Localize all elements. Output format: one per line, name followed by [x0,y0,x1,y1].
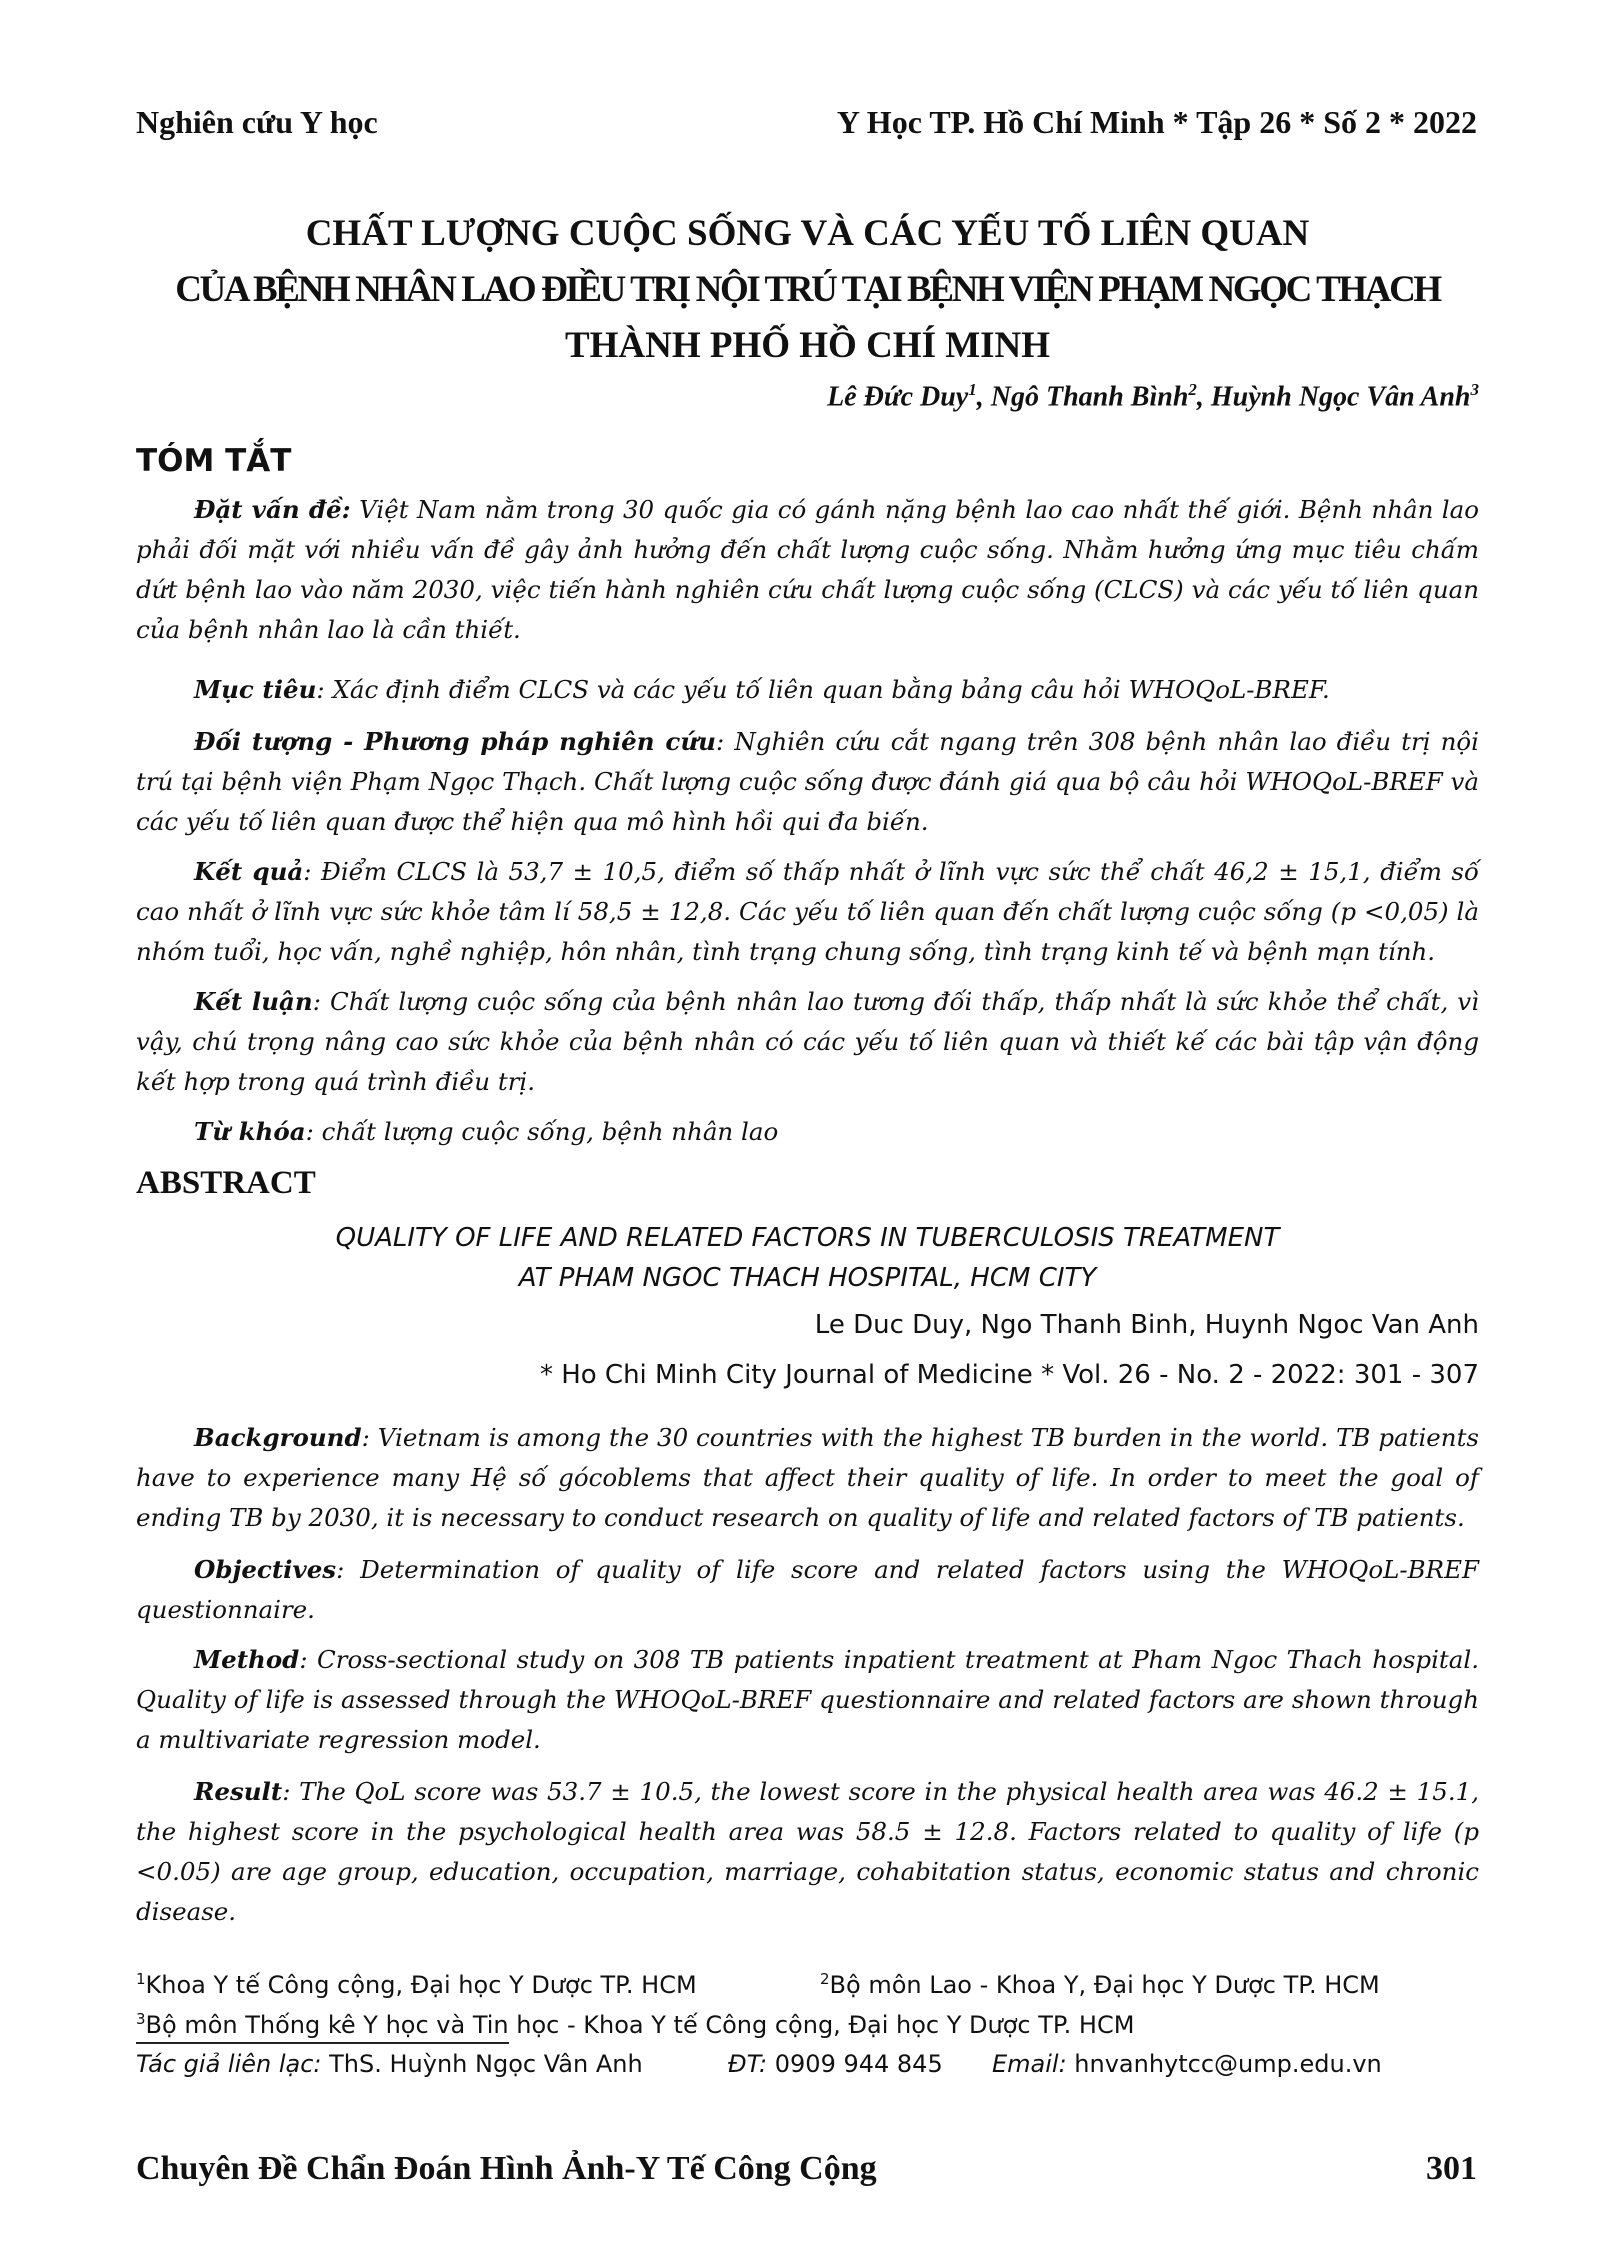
footnote-contact [136,2050,643,2078]
summary-result-label: Kết quả [194,857,304,886]
phone-label: ĐT: [728,2050,768,2078]
running-header-section: Nghiên cứu Y học [136,104,378,140]
footnote-divider [136,2042,509,2044]
summary-conclusion-text: : Chất lượng cuộc sống của bệnh nhân lao tương đối thấp, thấp nhất là sức khỏe thể chất, vì vậy, chú trọng nâng cao sức khỏe của bệnh nhân có các yếu tố liên quan và thiết kế các bài tập vận động kết hợp trong quá trình điều trị. [136,987,1479,1096]
footnote-email [992,2050,1382,2078]
affiliation-text: Bộ môn Thống kê Y học và Tin học - Khoa Y tế Công cộng, Đại học Y Dược TP. HCM [145,2011,1135,2039]
footnote-mark: 3 [136,2010,146,2028]
summary-conclusion [136,982,1479,1102]
summary-keywords [136,1112,1479,1152]
footer-topic: Chuyên Đề Chẩn Đoán Hình Ảnh-Y Tế Công Cộng [136,2150,877,2187]
abstract-result-text: : The QoL score was 53.7 ± 10.5, the lowest score in the physical health area was 46.2 ± 15.1, the highest score in the psychological health area was 58.5 ± 12.8. Factors related to quality of life (p <0.05) are age group, education, occupation, marriage, cohabitation status, economic status and chronic disease. [136,1777,1479,1926]
title-line-3: THÀNH PHỐ HỒ CHÍ MINH [564,325,1051,366]
abstract-result [136,1772,1479,1932]
email-label: Email: [992,2050,1067,2078]
phone-number: 0909 944 845 [767,2050,943,2078]
title-line-2: CỦA BỆNH NHÂN LAO ĐIỀU TRỊ NỘI TRÚ TẠI BỆNH VIỆN PHẠM NGỌC THẠCH [175,269,1440,310]
author-list-vi [827,380,1479,413]
english-title [136,1218,1479,1298]
summary-method-label: Đối tượng - Phương pháp nghiên cứu [194,727,716,756]
article-title [136,206,1479,374]
author-separator: , [976,381,991,413]
abstract-method-label: Method [194,1645,300,1674]
author-name: Ngô Thanh Bình [990,381,1189,413]
summary-background [136,490,1479,650]
author-separator: , [1196,381,1211,413]
footnote-phone [728,2050,943,2078]
abstract-method-text: : Cross-sectional study on 308 TB patients inpatient treatment at Pham Ngoc Thach hospital. Quality of life is assessed through the WHOQoL-BREF questionnaire and related factors are shown through a multivariate regression model. [136,1645,1479,1754]
contact-label: Tác giả liên lạc: [136,2050,322,2078]
summary-background-label: Đặt vấn đề: [194,495,351,524]
abstract-background-label: Background [194,1423,362,1452]
english-citation: * Ho Chi Minh City Journal of Medicine * Vol. 26 - No. 2 - 2022: 301 - 307 [539,1360,1479,1390]
summary-keywords-label: Từ khóa [194,1117,306,1146]
footnote-affiliation-3 [136,2010,1134,2039]
english-title-line-2: AT PHAM NGOC THACH HOSPITAL, HCM CITY [518,1263,1097,1293]
author-affiliation-mark: 1 [968,380,977,399]
summary-objective-text: : Xác định điểm CLCS và các yếu tố liên quan bằng bảng câu hỏi WHOQoL-BREF. [316,675,1330,704]
abstract-objectives-label: Objectives [194,1555,337,1584]
footnote-mark: 1 [136,1970,146,1988]
summary-conclusion-label: Kết luận [194,987,313,1016]
page-number: 301 [1426,2150,1477,2187]
author-name: Lê Đức Duy [827,381,969,413]
summary-objective [136,670,1479,710]
abstract-background [136,1418,1479,1538]
summary-background-text: Việt Nam nằm trong 30 quốc gia có gánh nặng bệnh lao cao nhất thế giới. Bệnh nhân lao phải đối mặt với nhiều vấn đề gây ảnh hưởng đến chất lượng cuộc sống. Nhằm hưởng ứng mục tiêu chấm dứt bệnh lao vào năm 2030, việc tiến hành nghiên cứu chất lượng cuộc sống (CLCS) và các yếu tố liên quan của bệnh nhân lao là cần thiết. [136,495,1479,644]
contact-name: ThS. Huỳnh Ngọc Vân Anh [321,2050,643,2078]
summary-objective-label: Mục tiêu [194,675,317,704]
affiliation-text: Bộ môn Lao - Khoa Y, Đại học Y Dược TP. HCM [829,1971,1380,1999]
summary-keywords-text: : chất lượng cuộc sống, bệnh nhân lao [305,1117,779,1146]
english-authors: Le Duc Duy, Ngo Thanh Binh, Huynh Ngoc Van Anh [814,1310,1479,1340]
author-affiliation-mark: 3 [1470,380,1479,399]
summary-result-text: : Điểm CLCS là 53,7 ± 10,5, điểm số thấp nhất ở lĩnh vực sức thể chất 46,2 ± 15,1, điểm số cao nhất ở lĩnh vực sức khỏe tâm lí 58,5 ± 12,8. Các yếu tố liên quan đến chất lượng cuộc sống (p <0,05) là nhóm tuổi, học vấn, nghề nghiệp, hôn nhân, tình trạng chung sống, tình trạng kinh tế và bệnh mạn tính. [136,857,1479,966]
footnote-affiliation-1 [136,1970,697,1999]
abstract-background-text: : Vietnam is among the 30 countries with the highest TB burden in the world. TB patients have to experience many Hệ số gócoblems that affect their quality of life. In order to meet the goal of ending TB by 2030, it is necessary to conduct research on quality of life and related factors of TB patients. [136,1423,1479,1532]
summary-result [136,852,1479,972]
summary-heading: TÓM TẮT [136,443,292,479]
title-line-1: CHẤT LƯỢNG CUỘC SỐNG VÀ CÁC YẾU TỐ LIÊN QUAN [305,213,1310,254]
abstract-method [136,1640,1479,1760]
running-header-journal: Y Học TP. Hồ Chí Minh * Tập 26 * Số 2 * 2022 [836,104,1477,140]
footnote-affiliation-2 [820,1970,1380,1999]
summary-method-text: : Nghiên cứu cắt ngang trên 308 bệnh nhân lao điều trị nội trú tại bệnh viện Phạm Ngọc Thạch. Chất lượng cuộc sống được đánh giá qua bộ câu hỏi WHOQoL-BREF và các yếu tố liên quan được thể hiện qua mô hình hồi qui đa biến. [136,727,1479,836]
abstract-result-label: Result [194,1777,283,1806]
author-affiliation-mark: 2 [1188,380,1197,399]
affiliation-text: Khoa Y tế Công cộng, Đại học Y Dược TP. HCM [145,1971,697,1999]
footnote-mark: 2 [820,1970,830,1988]
author-name: Huỳnh Ngọc Vân Anh [1210,381,1471,413]
summary-method [136,722,1479,842]
email-address: hnvanhytcc@ump.edu.vn [1066,2050,1382,2078]
english-title-line-1: QUALITY OF LIFE AND RELATED FACTORS IN TUBERCULOSIS TREATMENT [335,1223,1280,1253]
abstract-heading: ABSTRACT [136,1165,316,1201]
abstract-objectives-text: : Determination of quality of life score and related factors using the WHOQoL-BREF questionnaire. [136,1555,1479,1624]
abstract-objectives [136,1550,1479,1630]
